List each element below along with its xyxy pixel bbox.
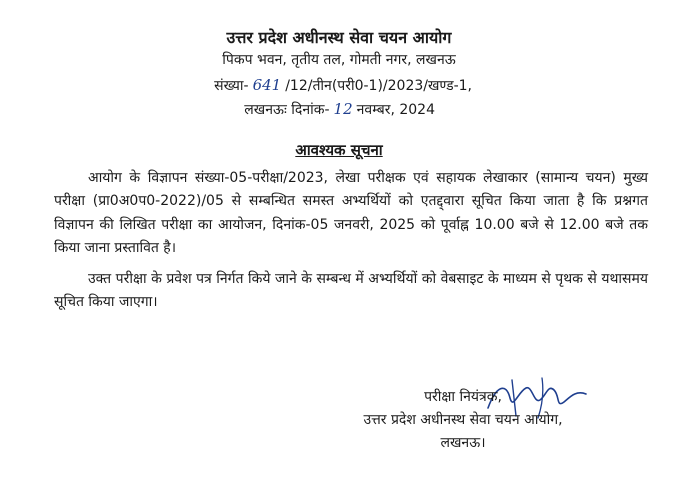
signatory-city: लखनऊ। bbox=[440, 435, 486, 451]
date-prefix: लखनऊः दिनांक- bbox=[244, 102, 330, 118]
date-handwritten-day: 12 bbox=[333, 100, 353, 118]
organization-address: पिकप भवन, तृतीय तल, गोमती नगर, लखनऊ bbox=[222, 52, 456, 68]
issue-date bbox=[244, 100, 435, 119]
reference-prefix: संख्या- bbox=[214, 78, 249, 94]
signatory-designation: परीक्षा नियंत्रक, bbox=[424, 389, 502, 405]
notice-paragraph-2: उक्त परीक्षा के प्रवेश पत्र निर्गत किये जाने के सम्बन्ध में अभ्यर्थियों को वेबसाइट के माध्यम से पृथक से यथासमय सूचित किया जाएगा। bbox=[54, 271, 648, 311]
notice-paragraph-1: आयोग के विज्ञापन संख्या-05-परीक्षा/2023, लेखा परीक्षक एवं सहायक लेखाकार (सामान्य चयन) मुख्य परीक्षा (प्रा0अ0प0-2022)/05 से सम्बन्धित समस्त अभ्यर्थियों को एतद्द्वारा सूचित किया जाता है कि प्रश्नगत विज्ञापन की लिखित परीक्षा का आयोजन, दिनांक-05 जनवरी, 2025 को पूर्वाह्न 10.00 बजे से 12.00 बजे तक किया जाना प्रस्तावित है। bbox=[54, 170, 648, 256]
date-suffix: नवम्बर, 2024 bbox=[356, 102, 435, 118]
organization-title: उत्तर प्रदेश अधीनस्थ सेवा चयन आयोग bbox=[226, 28, 452, 47]
signature-block bbox=[338, 386, 588, 455]
notice-heading: आवश्यक सूचना bbox=[295, 141, 383, 159]
reference-number bbox=[214, 76, 472, 95]
reference-suffix: /12/तीन(परी0-1)/2023/खण्ड-1, bbox=[285, 78, 472, 94]
signatory-organization: उत्तर प्रदेश अधीनस्थ सेवा चयन आयोग, bbox=[363, 412, 563, 428]
reference-handwritten-number: 641 bbox=[252, 76, 282, 94]
